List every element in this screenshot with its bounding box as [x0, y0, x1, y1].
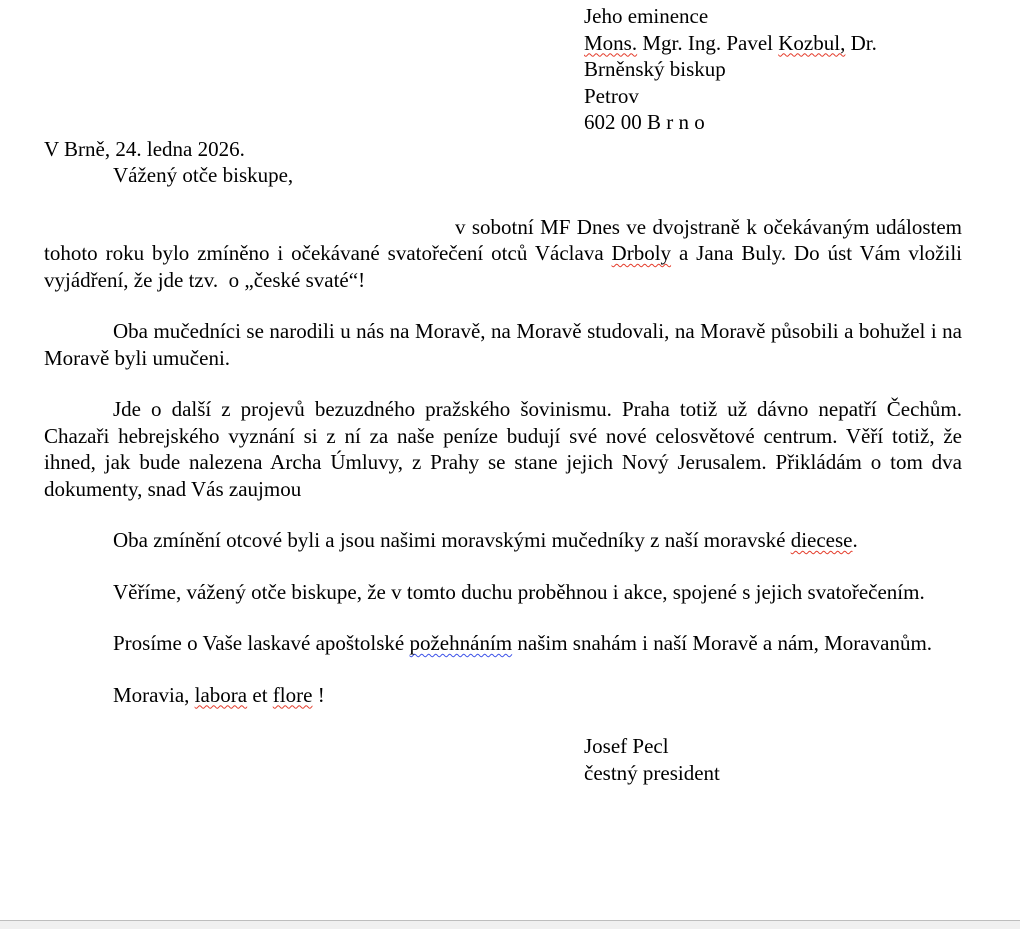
paragraph-1: [44, 214, 962, 294]
window-bottom-edge: [0, 920, 1020, 929]
paragraph-6: [44, 630, 962, 657]
recipient-address-block: [584, 3, 962, 136]
paragraph-4-text: Oba zmínění otcové byli a jsou našimi moravskými mučedníky z naší moravské: [113, 528, 791, 552]
recipient-line-3: Brněnský biskup: [584, 57, 726, 81]
misspelled-word: Drboly: [611, 241, 672, 265]
misspelled-word: labora: [194, 682, 248, 707]
paragraph-5: Věříme, vážený otče biskupe, že v tomto duchu proběhnou i akce, spojené s jejich svatořečením.: [113, 579, 925, 604]
recipient-line-2-text: Mgr. Ing. Pavel: [637, 30, 779, 55]
paragraph-4-text: .: [852, 528, 858, 552]
grammar-flagged-word: požehnáním: [409, 631, 513, 655]
misspelled-word: diecese: [790, 528, 853, 552]
dateline: V Brně, 24. ledna 2026.: [44, 136, 245, 161]
recipient-line-2-suffix: Dr.: [845, 30, 877, 55]
paragraph-4: [44, 527, 962, 554]
motto-line: [44, 682, 962, 709]
recipient-line-4: Petrov: [584, 83, 639, 108]
misspelled-word: Mons.: [584, 30, 638, 55]
recipient-line-2: [584, 30, 962, 57]
paragraph-3: Jde o další z projevů bezuzdného pražského šovinismu. Praha totiž už dávno nepatří Čechům. Chazaři hebrejského vyznání si z ní za naše peníze budují své nové celosvětové centrum. Věří totiž, že ihned, jak bude nalezena Archa Úmluvy, z Prahy se stane jejich Nový Jerusalem. Přikládám o tom dva dokumenty, snad Vás zaujmou: [44, 397, 962, 501]
recipient-line-1: Jeho eminence: [584, 4, 709, 28]
paragraph-1-text: v sobotní MF Dnes ve dvojstraně k očekávaným událostem tohoto roku bylo zmíněno i očekávané svatořečení otců Václava: [44, 214, 962, 265]
paragraph-6-text: Prosíme o Vaše laskavé apoštolské: [113, 631, 410, 655]
signature-block: [584, 733, 962, 786]
paragraph-6-text: našim snahám i naší Moravě a nám, Moravanům.: [512, 631, 933, 655]
misspelled-word: flore: [272, 682, 313, 707]
paragraph-1-text: a Jana Buly. Do úst Vám vložili vyjádření, že jde tzv. o „české svaté“!: [44, 241, 962, 292]
motto-text: !: [312, 682, 325, 707]
signature-title: čestný president: [584, 760, 720, 785]
motto-text: et: [247, 682, 273, 707]
misspelled-word: Kozbul,: [778, 30, 846, 55]
motto-text: Moravia,: [113, 682, 195, 707]
recipient-line-5: 602 00 B r n o: [584, 110, 705, 134]
signature-name: Josef Pecl: [584, 734, 669, 758]
salutation: Vážený otče biskupe,: [113, 163, 294, 187]
paragraph-2: Oba mučedníci se narodili u nás na Moravě, na Moravě studovali, na Moravě působili a bohužel i na Moravě byli umučeni.: [44, 319, 962, 370]
